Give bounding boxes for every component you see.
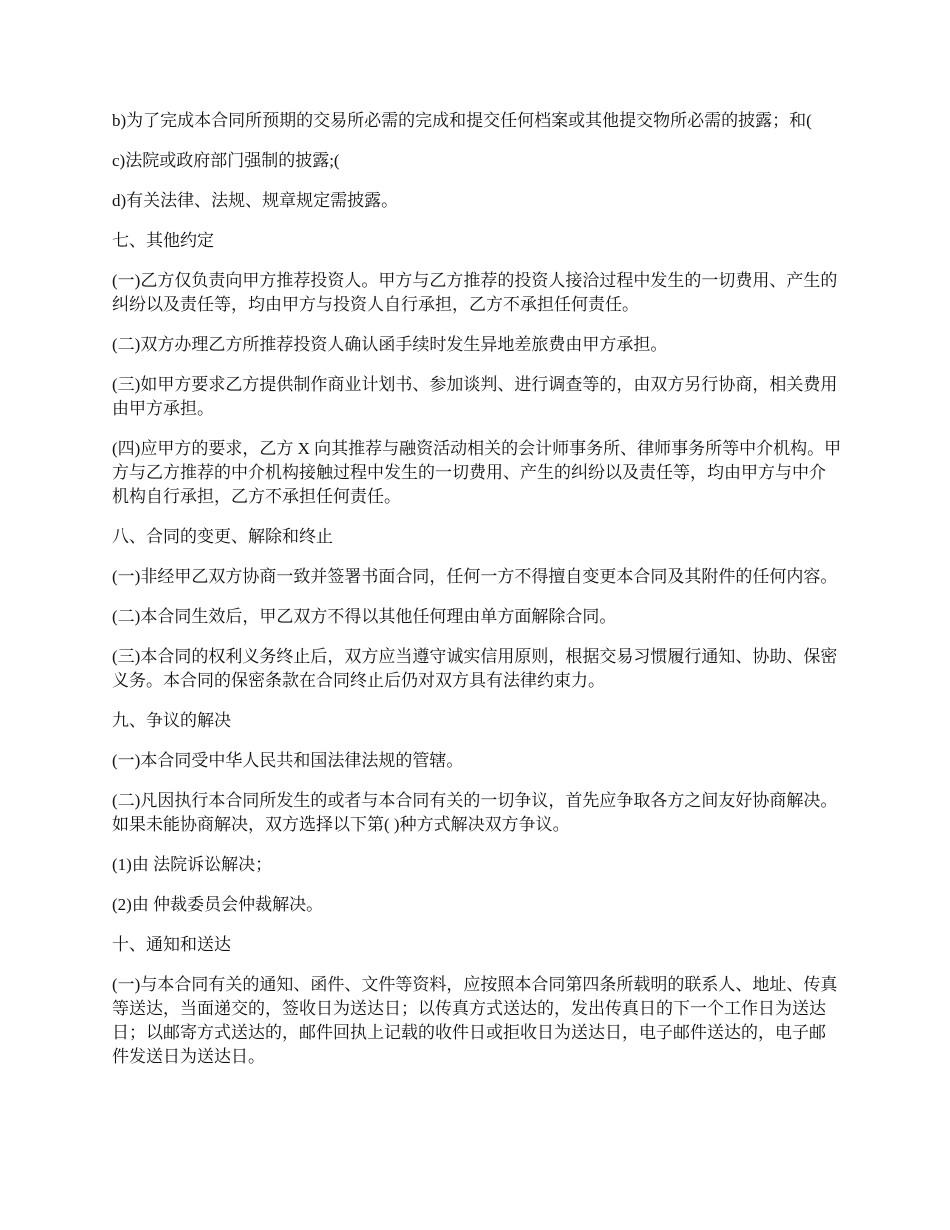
clause-notice-1: (一)与本合同有关的通知、函件、文件等资料，应按照本合同第四条所载明的联系人、地址、传真等送达，当面递交的，签收日为送达日；以传真方式送达的，发出传真日的下一个工作日为送达日；以邮寄方式送达的，邮件回执上记载的收件日或拒收日为送达日，电子邮件送达的，电子邮件发送日为送达日。 bbox=[112, 975, 838, 1066]
section-heading-modification: 八、合同的变更、解除和终止 bbox=[112, 527, 333, 546]
clause-other-1: (一)乙方仅负责向甲方推荐投资人。甲方与乙方推荐的投资人接洽过程中发生的一切费用、产生的纠纷以及责任等，均由甲方与投资人自行承担，乙方不承担任何责任。 bbox=[112, 271, 838, 314]
clause-dispute-option-2: (2)由 仲裁委员会仲裁解决。 bbox=[112, 895, 324, 914]
clause-modification-3: (三)本合同的权利义务终止后，双方应当遵守诚实信用原则，根据交易习惯履行通知、协助、保密义务。本合同的保密条款在合同终止后仍对双方具有法律约束力。 bbox=[112, 647, 838, 690]
clause-dispute-2: (二)凡因执行本合同所发生的或者与本合同有关的一切争议，首先应争取各方之间友好协商解决。如果未能协商解决，双方选择以下第( )种方式解决双方争议。 bbox=[112, 791, 838, 834]
section-heading-notice: 十、通知和送达 bbox=[112, 935, 231, 954]
clause-other-3: (三)如甲方要求乙方提供制作商业计划书、参加谈判、进行调查等的，由双方另行协商，相关费用由甲方承担。 bbox=[112, 375, 838, 418]
section-heading-dispute: 九、争议的解决 bbox=[112, 711, 231, 730]
clause-d-legal-disclosure: d)有关法律、法规、规章规定需披露。 bbox=[112, 191, 399, 210]
clause-dispute-option-1: (1)由 法院诉讼解决； bbox=[112, 855, 273, 874]
clause-other-4: (四)应甲方的要求，乙方 X 向其推荐与融资活动相关的会计师事务所、律师事务所等中介机构。甲方与乙方推荐的中介机构接触过程中发生的一切费用、产生的纠纷以及责任等，均由甲方与中介机构自行承担，乙方不承担任何责任。 bbox=[112, 439, 842, 506]
clause-dispute-1: (一)本合同受中华人民共和国法律法规的管辖。 bbox=[112, 751, 464, 770]
clause-modification-2: (二)本合同生效后，甲乙双方不得以其他任何理由单方面解除合同。 bbox=[112, 607, 617, 626]
clause-modification-1: (一)非经甲乙双方协商一致并签署书面合同，任何一方不得擅自变更本合同及其附件的任何内容。 bbox=[112, 567, 838, 586]
clause-other-2: (二)双方办理乙方所推荐投资人确认函手续时发生异地差旅费由甲方承担。 bbox=[112, 335, 668, 354]
document-page bbox=[112, 109, 842, 1085]
clause-c-court-disclosure: c)法院或政府部门强制的披露;( bbox=[112, 151, 340, 170]
clause-b-disclosure: b)为了完成本合同所预期的交易所必需的完成和提交任何档案或其他提交物所必需的披露；和( bbox=[112, 111, 812, 130]
section-heading-other-terms: 七、其他约定 bbox=[112, 231, 214, 250]
